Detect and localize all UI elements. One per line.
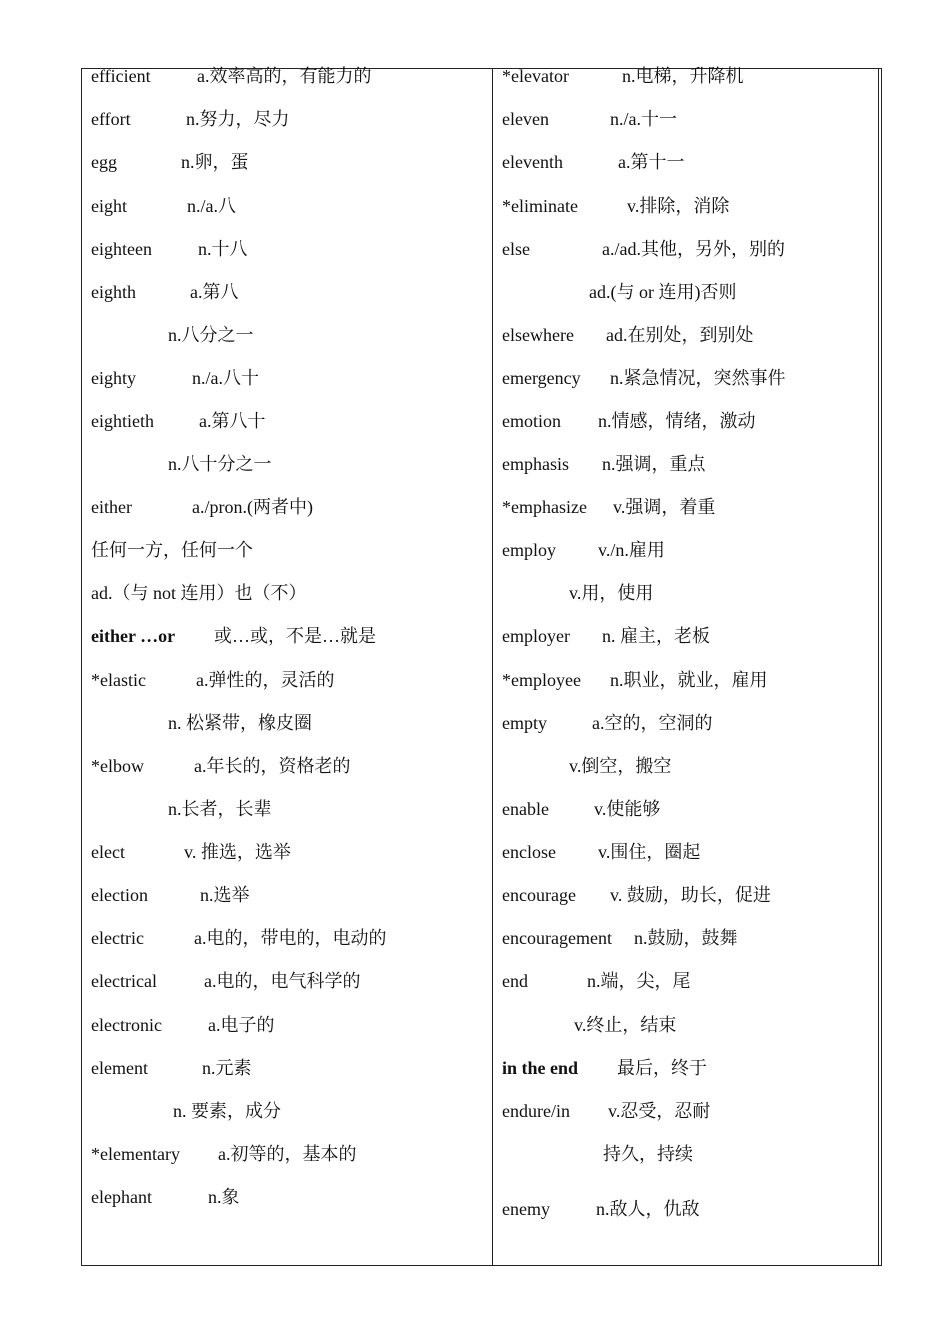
entry-row	[0, 494, 950, 520]
entry-definition: v. 推选，选举	[184, 842, 291, 862]
entry-word: eleventh	[502, 152, 563, 172]
entry-definition: a./ad.其他，另外，别的	[602, 239, 785, 259]
entry-row	[0, 1196, 950, 1222]
entry-row	[0, 1012, 950, 1038]
entry-definition: 或…或，不是…就是	[214, 626, 376, 646]
entry-row	[0, 408, 950, 434]
entry-word: electric	[91, 928, 144, 948]
entry-word: election	[91, 885, 148, 905]
entry-definition: n.端，尖，尾	[587, 971, 691, 991]
entry-row	[0, 1098, 950, 1124]
entry-definition: n.象	[208, 1187, 240, 1207]
entry-word: electronic	[91, 1015, 162, 1035]
entry-row	[0, 839, 950, 865]
entry-definition: v.用，使用	[569, 583, 654, 603]
entry-word: encouragement	[502, 928, 612, 948]
entry-word: element	[91, 1058, 148, 1078]
entry-definition: n.选举	[200, 885, 250, 905]
entry-row	[0, 149, 950, 175]
entry-definition: n. 松紧带，橡皮圈	[168, 713, 312, 733]
entry-definition: n.职业，就业，雇用	[610, 670, 768, 690]
entry-word: elephant	[91, 1187, 152, 1207]
entry-row	[0, 1141, 950, 1167]
entry-definition: n.敌人，仇敌	[596, 1199, 700, 1219]
entry-word: electrical	[91, 971, 157, 991]
entry-row	[0, 667, 950, 693]
entry-definition: n.强调，重点	[602, 454, 706, 474]
entry-row	[0, 623, 950, 649]
entry-definition: n.情感，情绪，激动	[598, 411, 756, 431]
entry-word: *elementary	[91, 1144, 180, 1164]
entry-word: end	[502, 971, 528, 991]
entry-definition: a.第八	[190, 282, 239, 302]
entry-definition: a.电子的	[208, 1015, 275, 1035]
entry-row	[0, 106, 950, 132]
entry-definition: v.忍受，忍耐	[608, 1101, 711, 1121]
entry-row	[0, 537, 950, 563]
entry-definition: 最后，终于	[617, 1058, 707, 1078]
entry-definition: a.年长的，资格老的	[194, 756, 351, 776]
entry-row	[0, 365, 950, 391]
entry-definition: a.第十一	[618, 152, 685, 172]
entry-word: in the end	[502, 1058, 579, 1078]
entry-word: 任何一方，任何一个	[91, 540, 253, 560]
entry-word: egg	[91, 152, 117, 172]
entry-definition: n./a.十一	[610, 109, 677, 129]
entry-word: efficient	[91, 66, 151, 86]
entry-definition: v.强调，着重	[613, 497, 716, 517]
entry-row	[0, 451, 950, 477]
entry-word: elect	[91, 842, 125, 862]
entry-word: eighteen	[91, 239, 152, 259]
entry-definition: n.元素	[202, 1058, 252, 1078]
entry-row	[0, 580, 950, 606]
entry-word: eleven	[502, 109, 549, 129]
entry-definition: n.卵，蛋	[181, 152, 249, 172]
entry-row	[0, 796, 950, 822]
entry-definition: a./pron.(两者中)	[192, 497, 313, 517]
entry-row	[0, 236, 950, 262]
entry-row	[0, 753, 950, 779]
entry-word: either …or	[91, 626, 176, 646]
entry-word: emergency	[502, 368, 581, 388]
entry-word: empty	[502, 713, 547, 733]
entry-definition: a.电的，带电的，电动的	[194, 928, 387, 948]
entry-definition: n.努力，尽力	[186, 109, 290, 129]
entry-word: enemy	[502, 1199, 550, 1219]
entry-word: *elevator	[502, 66, 569, 86]
entry-definition: a.第八十	[199, 411, 266, 431]
entry-word: eight	[91, 196, 127, 216]
entry-definition: n.八分之一	[168, 325, 254, 345]
entry-word: enclose	[502, 842, 556, 862]
entry-definition: n.十八	[198, 239, 248, 259]
entry-definition: n. 雇主，老板	[602, 626, 710, 646]
entry-row	[0, 925, 950, 951]
entry-definition: v.使能够	[594, 799, 661, 819]
entry-word: encourage	[502, 885, 576, 905]
entry-row	[0, 279, 950, 305]
entry-definition: n./a.八	[187, 196, 236, 216]
entry-word: *emphasize	[502, 497, 587, 517]
entry-definition: n.八十分之一	[168, 454, 272, 474]
entry-word: else	[502, 239, 530, 259]
entry-word: effort	[91, 109, 131, 129]
entry-word: emotion	[502, 411, 561, 431]
entry-word: *elastic	[91, 670, 146, 690]
entry-word: eightieth	[91, 411, 154, 431]
entry-definition: a.初等的，基本的	[218, 1144, 357, 1164]
entry-word: emphasis	[502, 454, 569, 474]
entry-definition: a.电的，电气科学的	[204, 971, 361, 991]
entry-definition: v. 鼓励，助长，促进	[610, 885, 771, 905]
entry-row	[0, 968, 950, 994]
entry-definition: v.围住，圈起	[598, 842, 701, 862]
entry-row	[0, 63, 950, 89]
entry-definition: v.终止，结束	[574, 1015, 677, 1035]
entry-definition: n.鼓励，鼓舞	[634, 928, 738, 948]
entry-definition: n.紧急情况，突然事件	[610, 368, 786, 388]
entry-word: enable	[502, 799, 549, 819]
entry-definition: a.弹性的，灵活的	[196, 670, 335, 690]
entry-definition: n. 要素，成分	[173, 1101, 281, 1121]
entry-word: eighth	[91, 282, 136, 302]
entry-definition: v./n.雇用	[598, 540, 665, 560]
entry-definition: ad.在别处，到别处	[606, 325, 754, 345]
entry-word: either	[91, 497, 132, 517]
entry-word: employer	[502, 626, 570, 646]
entry-definition: a.效率高的，有能力的	[197, 66, 372, 86]
entry-row	[0, 1055, 950, 1081]
entry-row	[0, 710, 950, 736]
entry-word: *eliminate	[502, 196, 578, 216]
entry-word: *employee	[502, 670, 581, 690]
entry-row	[0, 882, 950, 908]
entry-word: elsewhere	[502, 325, 574, 345]
entry-definition: a.空的，空洞的	[592, 713, 713, 733]
entry-definition: 持久，持续	[603, 1144, 693, 1164]
entry-word: eighty	[91, 368, 136, 388]
entry-definition: n./a.八十	[192, 368, 259, 388]
entry-row	[0, 322, 950, 348]
entry-definition: n.长者，长辈	[168, 799, 272, 819]
entry-word: employ	[502, 540, 556, 560]
entry-definition: ad.(与 or 连用)否则	[589, 282, 737, 302]
entry-word: *elbow	[91, 756, 144, 776]
entry-definition: n.电梯，升降机	[622, 66, 744, 86]
entry-word: ad.（与 not 连用）也（不）	[91, 583, 307, 603]
entry-definition: v.排除，消除	[627, 196, 730, 216]
entry-word: endure/in	[502, 1101, 570, 1121]
entry-row	[0, 193, 950, 219]
entry-definition: v.倒空，搬空	[569, 756, 672, 776]
